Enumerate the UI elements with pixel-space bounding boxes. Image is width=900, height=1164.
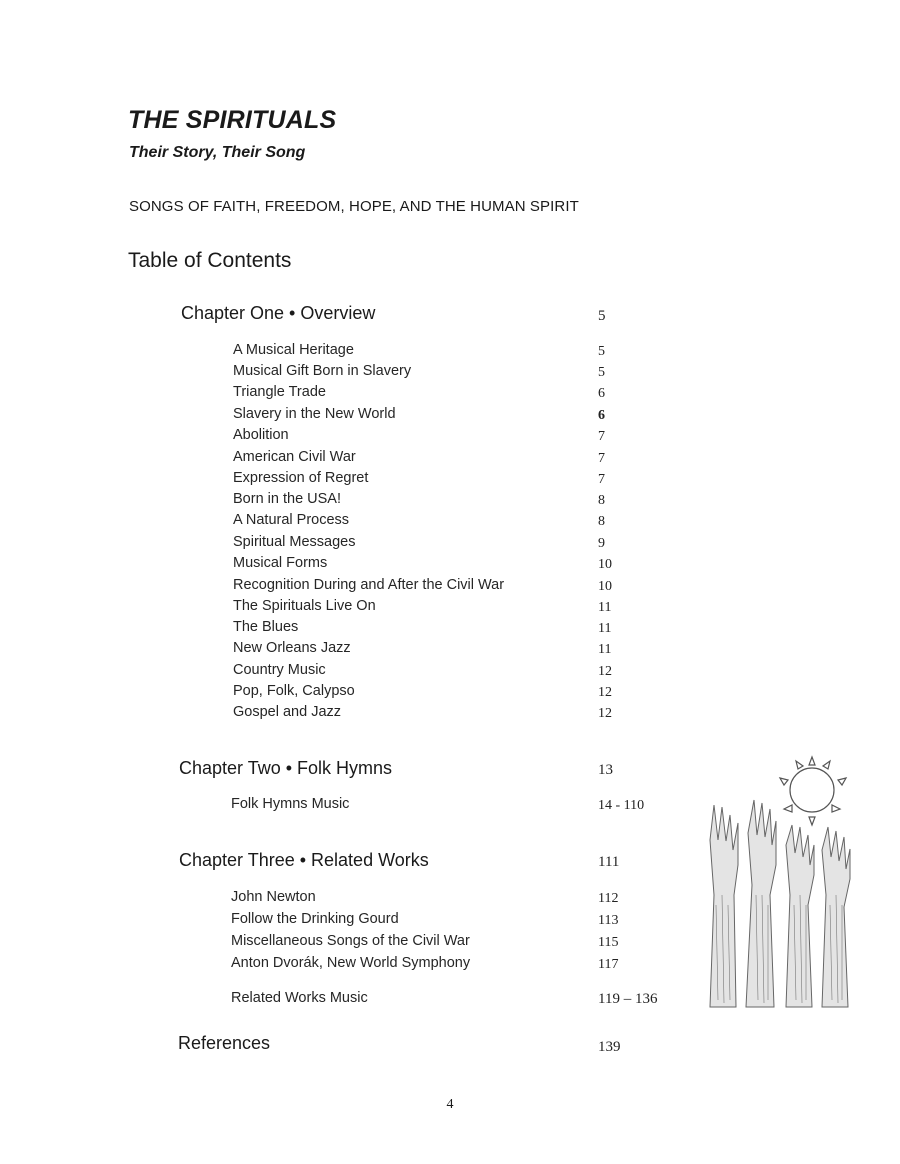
tagline: SONGS OF FAITH, FREEDOM, HOPE, AND THE HUMAN SPIRIT	[129, 198, 579, 215]
toc-item[interactable]: A Natural Process	[233, 512, 350, 528]
toc-item-page: 115	[598, 935, 619, 950]
toc-item[interactable]: New Orleans Jazz	[233, 640, 351, 656]
page-subtitle: Their Story, Their Song	[129, 144, 306, 161]
toc-item-page: 9	[598, 536, 605, 551]
toc-item-page: 6	[598, 386, 605, 401]
toc-item[interactable]: A Musical Heritage	[233, 342, 354, 358]
toc-item-page: 7	[598, 451, 605, 466]
toc-item-page: 117	[598, 957, 619, 972]
chapter-two-title[interactable]: Chapter Two • Folk Hymns	[179, 758, 393, 778]
chapter-one-title[interactable]: Chapter One • Overview	[181, 303, 376, 323]
toc-item-page: 10	[598, 579, 612, 594]
toc-item[interactable]: The Blues	[233, 619, 299, 635]
toc-item-page: 7	[598, 429, 605, 444]
raised-hands-sun-icon	[700, 745, 865, 1010]
toc-item-page: 11	[598, 600, 612, 615]
toc-item-page: 12	[598, 685, 612, 700]
toc-item[interactable]: Slavery in the New World	[233, 406, 396, 422]
toc-item[interactable]: Spiritual Messages	[233, 534, 356, 550]
toc-item[interactable]: American Civil War	[233, 449, 356, 465]
toc-item[interactable]: Abolition	[233, 427, 289, 443]
toc-item-page: 14 - 110	[598, 798, 645, 813]
page-title: THE SPIRITUALS	[128, 106, 337, 134]
toc-item-page: 12	[598, 664, 612, 679]
toc-heading: Table of Contents	[128, 249, 292, 272]
toc-item[interactable]: Related Works Music	[231, 990, 368, 1006]
toc-item[interactable]: Gospel and Jazz	[233, 704, 342, 720]
chapter-three-title[interactable]: Chapter Three • Related Works	[179, 850, 429, 870]
references-title[interactable]: References	[178, 1033, 271, 1053]
toc-item-page: 11	[598, 642, 612, 657]
references-page: 139	[598, 1039, 621, 1055]
toc-item[interactable]: Triangle Trade	[233, 384, 326, 400]
toc-item[interactable]: Country Music	[233, 662, 326, 678]
toc-item[interactable]: Miscellaneous Songs of the Civil War	[231, 933, 470, 949]
chapter-two-page: 13	[598, 762, 613, 778]
toc-item[interactable]: Musical Gift Born in Slavery	[233, 363, 412, 379]
toc-item-page: 12	[598, 706, 612, 721]
toc-item-page: 113	[598, 913, 619, 928]
toc-item-page: 8	[598, 493, 605, 508]
toc-item-page: 5	[598, 344, 605, 359]
chapter-one-page: 5	[598, 308, 606, 324]
toc-item[interactable]: The Spirituals Live On	[233, 598, 376, 614]
toc-item-page: 119 – 136	[598, 991, 658, 1007]
toc-item-page: 7	[598, 472, 605, 487]
toc-item[interactable]: Folk Hymns Music	[231, 796, 350, 812]
toc-item-page: 112	[598, 891, 619, 906]
chapter-three-page: 111	[598, 854, 620, 870]
toc-item[interactable]: Recognition During and After the Civil War	[233, 577, 505, 593]
toc-item[interactable]: John Newton	[231, 889, 316, 905]
toc-item[interactable]: Pop, Folk, Calypso	[233, 683, 355, 699]
toc-item-page: 8	[598, 514, 605, 529]
toc-item-page: 5	[598, 365, 605, 380]
toc-item[interactable]: Follow the Drinking Gourd	[231, 911, 399, 927]
toc-item-page: 6	[598, 408, 605, 423]
toc-item[interactable]: Anton Dvorák, New World Symphony	[231, 955, 471, 971]
page-number: 4	[446, 1097, 454, 1112]
toc-item[interactable]: Expression of Regret	[233, 470, 369, 486]
toc-item-page: 10	[598, 557, 612, 572]
toc-item[interactable]: Born in the USA!	[233, 491, 341, 507]
toc-item-page: 11	[598, 621, 612, 636]
toc-item[interactable]: Musical Forms	[233, 555, 328, 571]
